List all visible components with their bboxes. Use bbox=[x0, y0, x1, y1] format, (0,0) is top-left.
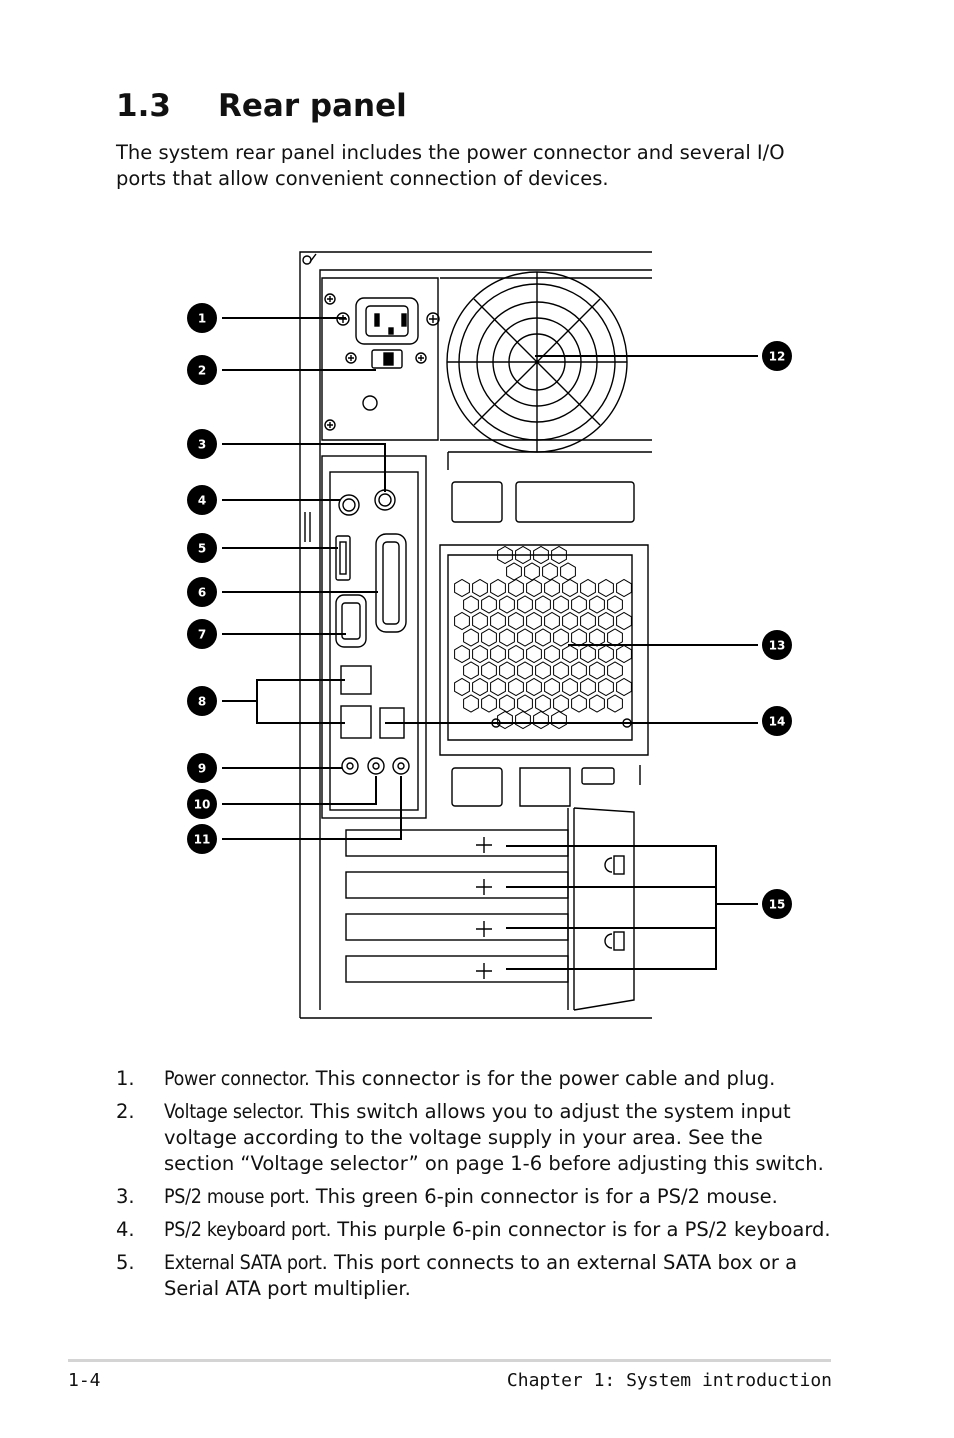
item-description: This purple 6-pin connector is for a PS/2 keyboard. bbox=[331, 1218, 831, 1241]
intro-paragraph: The system rear panel includes the power connector and several I/O ports that allow convenient connection of devices. bbox=[116, 141, 785, 190]
item-number: 3. bbox=[116, 1185, 135, 1208]
list-item bbox=[116, 1099, 836, 1177]
callout-label: 8 bbox=[197, 694, 207, 709]
item-term: Voltage selector. bbox=[164, 1100, 304, 1123]
callout-12 bbox=[762, 341, 792, 371]
callout-label: 10 bbox=[193, 797, 211, 812]
rear-panel-diagram bbox=[180, 240, 800, 1020]
callout-10 bbox=[187, 789, 217, 819]
chapter-title: Chapter 1: System introduction bbox=[506, 1370, 832, 1391]
callout-7 bbox=[187, 619, 217, 649]
callout-8 bbox=[187, 686, 217, 716]
callout-label: 15 bbox=[768, 897, 786, 912]
list-item bbox=[116, 1184, 836, 1210]
callout-label: 9 bbox=[197, 761, 207, 776]
item-term: PS/2 mouse port. bbox=[164, 1185, 310, 1208]
callout-13 bbox=[762, 630, 792, 660]
section-heading bbox=[116, 88, 407, 124]
item-description: This connector is for the power cable and plug. bbox=[309, 1067, 776, 1090]
callout-6 bbox=[187, 577, 217, 607]
callout-label: 12 bbox=[768, 349, 786, 364]
item-term: External SATA port bbox=[164, 1251, 322, 1274]
callout-label: 13 bbox=[768, 638, 786, 653]
item-number: 5. bbox=[116, 1251, 135, 1274]
callout-4 bbox=[187, 485, 217, 515]
callout-label: 6 bbox=[197, 585, 207, 600]
callout-5 bbox=[187, 533, 217, 563]
item-number: 4. bbox=[116, 1218, 135, 1241]
item-description: . This port connects to an external SATA box or a Serial ATA port multiplier. bbox=[164, 1251, 798, 1300]
callout-1 bbox=[187, 303, 217, 333]
list-item bbox=[116, 1250, 836, 1302]
callout-label: 5 bbox=[197, 541, 207, 556]
callout-14 bbox=[762, 706, 792, 736]
page-number: 1-4 bbox=[68, 1370, 101, 1391]
footer-divider bbox=[68, 1359, 831, 1362]
callout-15 bbox=[762, 889, 792, 919]
list-item bbox=[116, 1066, 836, 1092]
section-title: Rear panel bbox=[218, 88, 407, 124]
callout-label: 3 bbox=[197, 437, 207, 452]
item-number: 1. bbox=[116, 1067, 135, 1090]
item-description: This switch allows you to adjust the system input voltage according to the voltage supply in your area. See the section “Voltage selector” on page 1-6 before adjusting this switch. bbox=[164, 1100, 824, 1175]
callout-label: 1 bbox=[197, 311, 207, 326]
item-term: Power connector. bbox=[164, 1067, 310, 1090]
callout-3 bbox=[187, 429, 217, 459]
item-description: This green 6-pin connector is for a PS/2 mouse. bbox=[309, 1185, 778, 1208]
callout-9 bbox=[187, 753, 217, 783]
callout-11 bbox=[187, 824, 217, 854]
callout-label: 14 bbox=[768, 714, 786, 729]
component-list bbox=[116, 1066, 836, 1309]
callout-label: 7 bbox=[197, 627, 207, 642]
item-term: PS/2 keyboard port. bbox=[164, 1218, 332, 1241]
callout-label: 4 bbox=[197, 493, 207, 508]
callout-2 bbox=[187, 355, 217, 385]
item-number: 2. bbox=[116, 1100, 135, 1123]
section-number: 1.3 bbox=[116, 88, 171, 124]
list-item bbox=[116, 1217, 836, 1243]
callout-label: 11 bbox=[193, 832, 211, 847]
callout-label: 2 bbox=[197, 363, 207, 378]
